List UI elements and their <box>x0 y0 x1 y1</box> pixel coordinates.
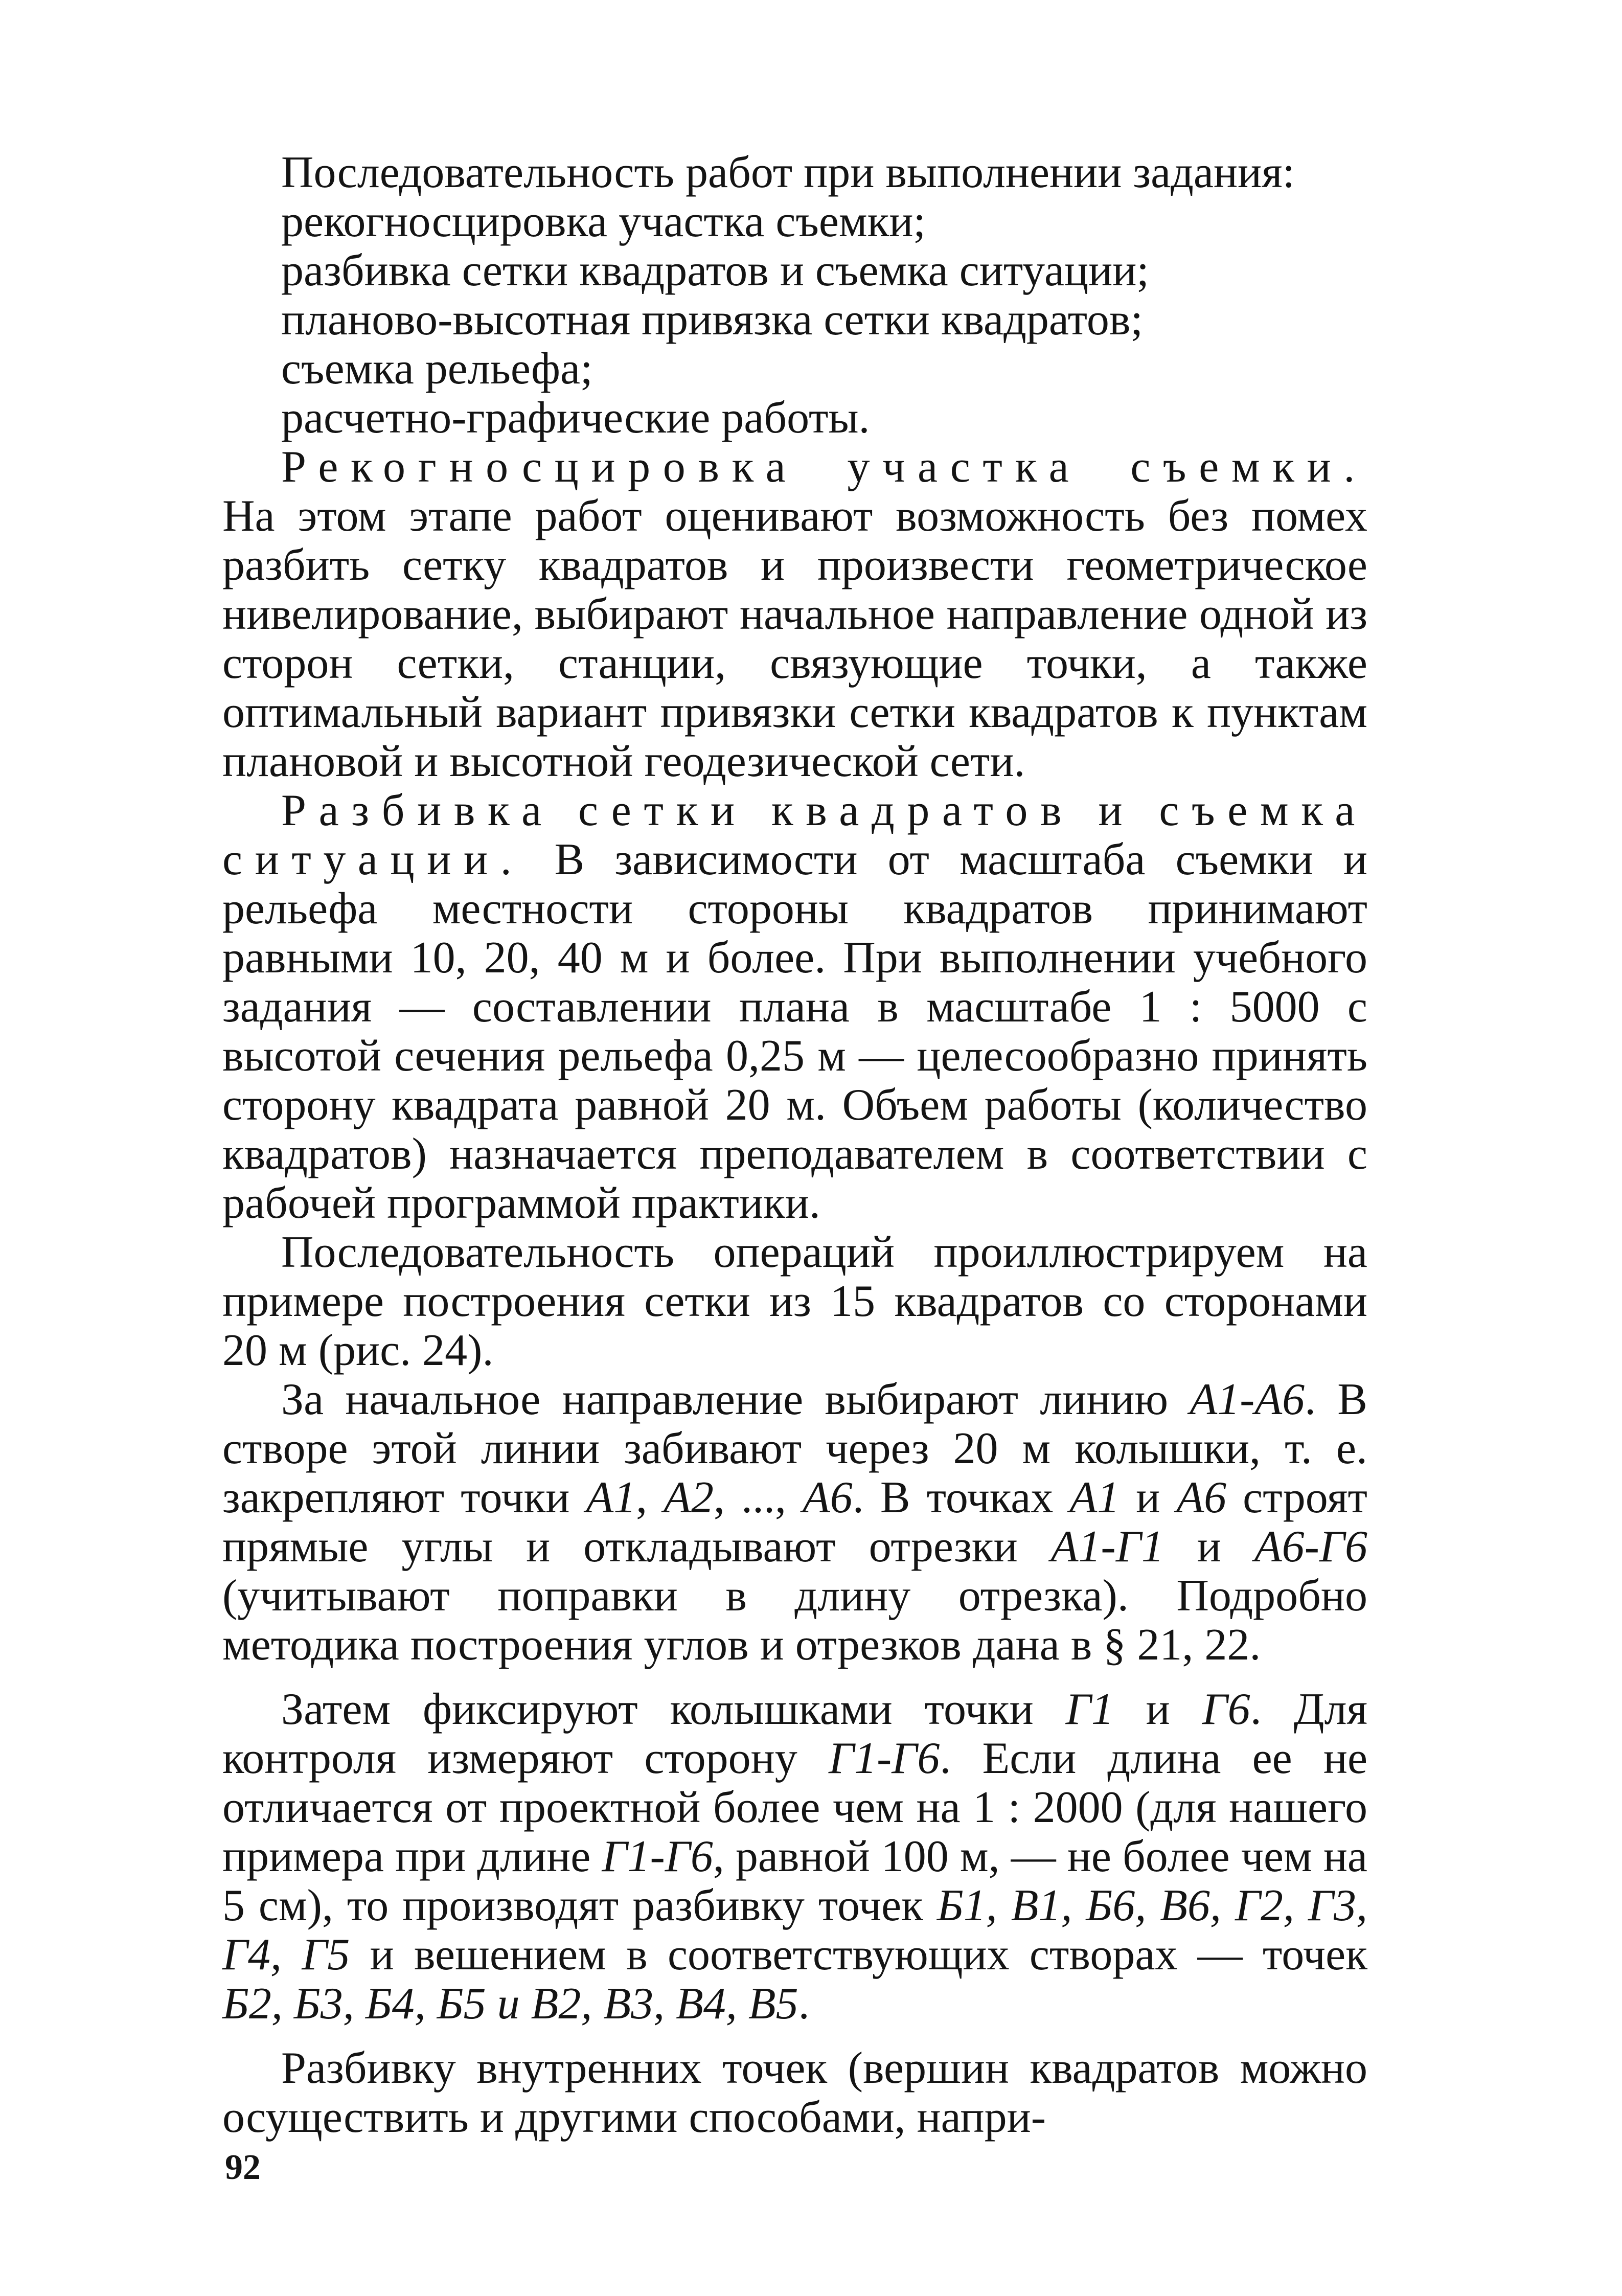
list-item: рекогносцировка участка съемки; <box>281 197 926 246</box>
fixing-points-paragraph <box>222 1685 1367 2029</box>
text-run: Затем фиксируют колышками точки <box>281 1685 1066 1734</box>
page-number: 92 <box>225 2148 261 2187</box>
intro-paragraph: Последовательность работ при выполнении задания: <box>281 148 1295 197</box>
text-run: , ..., <box>713 1473 803 1522</box>
grid-layout-text: В зависимости от масштаба съемки и рельефа местности стороны квадратов принимают равными 10, 20, 40 м и более. При выполнении учебного задания — составлении плана в масштабе 1 : 5000 с высотой сечения рельефа 0,25 м — целесообразно принять сторону квадрата равной 20 м. Объем работы (количество квадратов) назначается преподавателем в соответствии с рабочей программой практики. <box>222 835 1368 1228</box>
point-label: А6-Г6 <box>1254 1522 1367 1572</box>
list-item: съемка рельефа; <box>281 344 593 394</box>
work-steps-list <box>222 197 1367 443</box>
text-run: . Если длина ее не отличается от проектной более чем на 1 : 2000 (для нашего примера при длине <box>222 1734 1367 1881</box>
text-run: , <box>636 1473 664 1522</box>
point-label: Г1 <box>1065 1685 1114 1734</box>
text-run: и <box>1113 1685 1202 1734</box>
list-item: разбивка сетки квадратов и съемка ситуации; <box>281 246 1149 295</box>
point-label: А1 <box>586 1473 636 1522</box>
text-run: , равной 100 м, — не более чем на 5 см), то производят разбивку точек <box>222 1832 1367 1930</box>
text-run: строят прямые углы и откладывают отрезки <box>222 1473 1368 1572</box>
point-label: А2 <box>664 1473 714 1522</box>
text-run: . В точках <box>852 1473 1070 1522</box>
point-label: Б1, В1, Б6, В6, Г2, Г3, Г4, Г5 <box>222 1881 1367 1980</box>
list-item: расчетно-графические работы. <box>281 393 870 443</box>
grid-layout-heading: Разбивка сетки квадратов и съемка ситуации. <box>222 786 1367 884</box>
point-label: А6 <box>803 1473 853 1522</box>
text-run: (учитывают поправки в длину отрезка). Подробно методика построения углов и отрезков дана в § 21, 22. <box>222 1571 1367 1670</box>
text-run: . В створе этой линии забивают через 20 м колышки, т. е. закрепляют точки <box>222 1375 1368 1522</box>
point-label: А1-Г1 <box>1050 1522 1164 1572</box>
text-run: За начальное направление выбирают линию <box>281 1375 1190 1424</box>
point-label: А1-А6 <box>1190 1375 1305 1424</box>
text-run: и вешением в соответствующих створах — точек <box>350 1930 1367 1980</box>
text-run: и <box>1120 1473 1177 1522</box>
point-label: А1 <box>1069 1473 1120 1522</box>
list-item: планово-высотная привязка сетки квадратов; <box>281 295 1143 345</box>
reconnaissance-paragraph <box>222 443 1367 786</box>
reconnaissance-heading: Рекогносцировка участка съемки. <box>281 442 1367 492</box>
point-label: Г1-Г6 <box>828 1734 940 1783</box>
point-label: Б2, Б3, Б4, Б5 и В2, В3, В4, В5 <box>222 1979 798 2029</box>
reconnaissance-text: На этом этапе работ оценивают возможность без помех разбить сетку квадратов и произвести геометрическое нивелирование, выбирают начальное направление одной из сторон сетки, станции, связующие точки, а также оптимальный вариант привязки сетки квадратов к пунктам плановой и высотной геодезической сети. <box>222 491 1367 786</box>
text-run: . Для контроля измеряют сторону <box>222 1685 1368 1783</box>
text-run: и <box>1163 1522 1254 1572</box>
point-label: Г1-Г6 <box>602 1832 713 1881</box>
sequence-paragraph: Последовательность операций проиллюстрируем на примере построения сетки из 15 квадратов со сторонами 20 м (рис. 24). <box>222 1227 1367 1375</box>
internal-points-paragraph: Разбивку внутренних точек (вершин квадратов можно осуществить и другими способами, напри- <box>222 2043 1367 2142</box>
page-body <box>222 148 1367 2142</box>
point-label: А6 <box>1176 1473 1227 1522</box>
initial-direction-paragraph <box>222 1375 1367 1670</box>
text-run: . <box>798 1979 810 2029</box>
grid-layout-paragraph <box>222 786 1367 1228</box>
point-label: Г6 <box>1202 1685 1250 1734</box>
